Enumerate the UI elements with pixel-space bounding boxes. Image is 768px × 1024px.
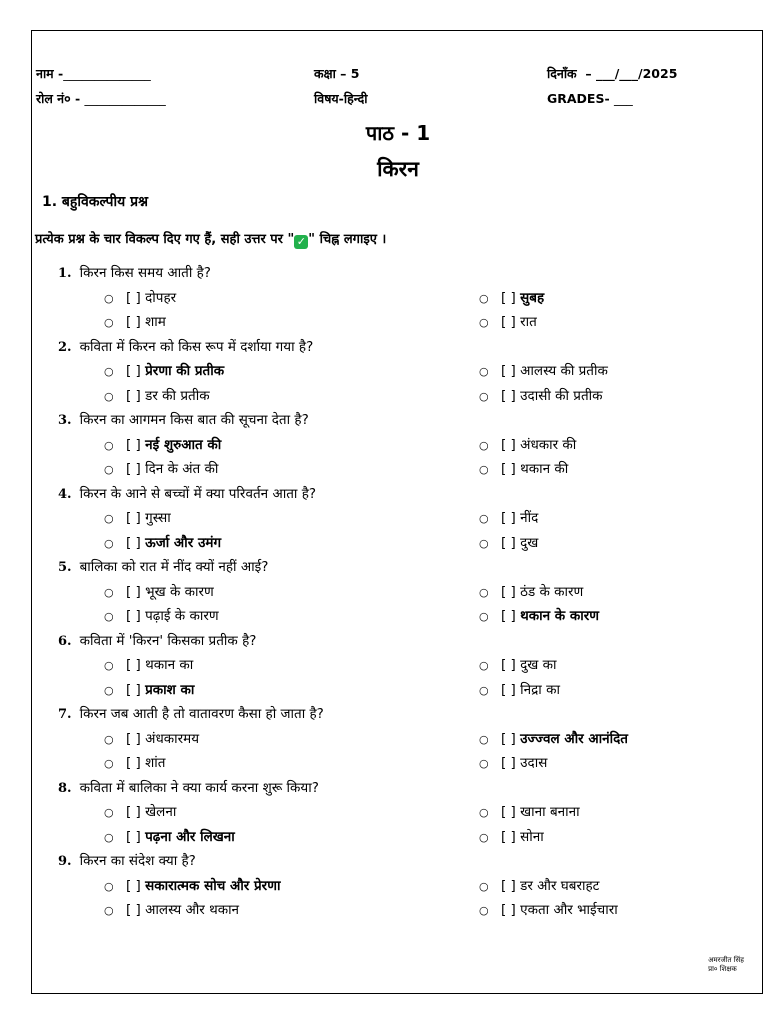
option-text: आलस्य की प्रतीक (520, 363, 608, 379)
grades-line: ___ (614, 91, 633, 106)
bullet-icon: ○ (104, 806, 114, 819)
option-9-4[interactable] (479, 900, 618, 918)
question-number: 7. (58, 707, 72, 722)
bullet-icon: ○ (104, 879, 114, 893)
option-text: थकान के कारण (520, 608, 600, 624)
option-3-4[interactable] (479, 459, 568, 477)
answer-box[interactable]: [ ] (501, 583, 516, 600)
bullet-icon: ○ (479, 585, 489, 599)
option-text: ऊर्जा और उमंग (145, 534, 222, 551)
answer-box[interactable]: [ ] (126, 681, 141, 698)
answer-box[interactable]: [ ] (501, 387, 516, 404)
name-line: ______________ (63, 66, 151, 81)
section-title: 1. बहुविकल्पीय प्रश्न (42, 194, 148, 210)
question-number: 3. (58, 413, 72, 428)
question-text: कविता में 'किरन' किसका प्रतीक है? (79, 632, 257, 649)
subject-label: विषय-हिन्दी (314, 91, 368, 106)
question-number: 4. (58, 486, 72, 502)
answer-box[interactable]: [ ] (126, 289, 141, 306)
option-1-3[interactable] (104, 312, 166, 330)
name-field (36, 65, 151, 82)
option-text: दोपहर (145, 289, 177, 306)
bullet-icon: ○ (479, 830, 489, 844)
option-8-4[interactable] (479, 827, 544, 845)
signature-name: अमरजीत सिंह (708, 956, 744, 964)
option-text: दुख का (520, 657, 557, 673)
bullet-icon: ○ (479, 610, 489, 623)
bullet-icon: ○ (104, 757, 114, 770)
question-text: कविता में बालिका ने क्या कार्य करना शुरू किया? (79, 779, 319, 796)
answer-box[interactable]: [ ] (126, 363, 141, 379)
option-8-2[interactable] (479, 802, 580, 820)
answer-box[interactable]: [ ] (501, 534, 516, 551)
option-4-2[interactable] (479, 508, 538, 526)
option-text: प्रकाश का (145, 681, 195, 698)
question-1 (58, 263, 211, 281)
bullet-icon: ○ (479, 389, 489, 403)
answer-box[interactable]: [ ] (126, 608, 141, 624)
answer-box[interactable]: [ ] (126, 657, 141, 673)
answer-box[interactable]: [ ] (126, 804, 141, 820)
question-text: किरन के आने से बच्चों में क्या परिवर्तन आता है? (79, 485, 317, 502)
bullet-icon: ○ (479, 438, 489, 452)
instruction-after: " चिह्न लगाइए । (308, 232, 387, 247)
option-1-2[interactable] (479, 288, 544, 306)
option-text: थकान की (520, 461, 569, 477)
option-6-2[interactable] (479, 655, 557, 673)
option-6-1[interactable] (104, 655, 193, 673)
bullet-icon: ○ (104, 512, 114, 525)
option-text: उज्ज्वल और आनंदित (520, 730, 629, 747)
answer-box[interactable]: [ ] (126, 436, 141, 453)
answer-box[interactable]: [ ] (501, 828, 516, 845)
option-9-3[interactable] (104, 900, 239, 918)
lesson-title: पाठ - 1 (365, 121, 431, 145)
answer-box[interactable]: [ ] (501, 877, 516, 894)
worksheet-page (31, 30, 763, 994)
bullet-icon: ○ (479, 463, 489, 476)
option-5-4[interactable] (479, 606, 599, 624)
question-5 (58, 557, 268, 575)
bullet-icon: ○ (104, 610, 114, 623)
bullet-icon: ○ (479, 904, 489, 917)
bullet-icon: ○ (104, 904, 114, 917)
answer-box[interactable]: [ ] (126, 828, 141, 845)
option-text: रात (520, 314, 537, 330)
answer-box[interactable]: [ ] (501, 608, 516, 624)
roll-field (36, 90, 166, 107)
option-text: उदास (520, 755, 548, 771)
option-text: भूख के कारण (145, 583, 214, 600)
option-text: डर की प्रतीक (145, 387, 210, 404)
option-5-3[interactable] (104, 606, 219, 624)
question-text: किरन किस समय आती है? (79, 265, 211, 281)
option-text: गुस्सा (145, 510, 171, 526)
answer-box[interactable]: [ ] (501, 657, 516, 673)
date-value: – ___/___/2025 (585, 66, 678, 81)
answer-box[interactable]: [ ] (126, 387, 141, 404)
answer-box[interactable]: [ ] (501, 363, 516, 379)
answer-box[interactable]: [ ] (126, 902, 141, 918)
option-6-3[interactable] (104, 680, 194, 698)
answer-box[interactable]: [ ] (126, 314, 141, 330)
question-2 (58, 337, 313, 355)
answer-box[interactable]: [ ] (501, 289, 516, 306)
option-4-1[interactable] (104, 508, 171, 526)
option-5-2[interactable] (479, 582, 583, 600)
bullet-icon: ○ (479, 806, 489, 819)
option-text: नींद (520, 510, 539, 526)
option-7-2[interactable] (479, 729, 628, 747)
option-text: अंधकारमय (145, 730, 200, 747)
option-3-2[interactable] (479, 435, 576, 453)
bullet-icon: ○ (104, 389, 114, 403)
bullet-icon: ○ (479, 291, 489, 305)
option-text: आलस्य और थकान (145, 902, 240, 918)
answer-box[interactable]: [ ] (501, 902, 516, 918)
option-text: खेलना (145, 804, 177, 820)
question-text: कविता में किरन को किस रूप में दर्शाया गया है? (79, 338, 314, 355)
chapter-title: किरन (377, 157, 419, 181)
answer-box[interactable]: [ ] (126, 583, 141, 600)
option-text: नई शुरुआत की (145, 436, 222, 453)
date-field (547, 65, 677, 82)
question-6 (58, 631, 256, 649)
option-9-2[interactable] (479, 876, 599, 894)
answer-box[interactable]: [ ] (501, 510, 516, 526)
bullet-icon: ○ (479, 512, 489, 525)
option-8-1[interactable] (104, 802, 176, 820)
instruction-before: प्रत्येक प्रश्न के चार विकल्प दिए गए हैं, सही उत्तर पर " (35, 232, 295, 247)
option-7-4[interactable] (479, 753, 547, 771)
option-text: पढ़ना और लिखना (145, 828, 235, 845)
question-text: किरन जब आती है तो वातावरण कैसा हो जाता है? (79, 706, 324, 722)
bullet-icon: ○ (479, 732, 489, 746)
option-7-3[interactable] (104, 753, 166, 771)
option-4-3[interactable] (104, 533, 221, 551)
option-text: प्रेरणा की प्रतीक (145, 363, 225, 379)
grades-field (547, 91, 633, 106)
bullet-icon: ○ (479, 757, 489, 770)
option-text: डर और घबराहट (520, 877, 600, 894)
question-number: 1. (58, 266, 72, 281)
question-number: 6. (58, 633, 72, 649)
grades-label: GRADES- (547, 91, 610, 106)
answer-box[interactable]: [ ] (501, 436, 516, 453)
bullet-icon: ○ (104, 291, 114, 305)
option-1-1[interactable] (104, 288, 176, 306)
option-9-1[interactable] (104, 876, 280, 894)
signature (708, 956, 744, 974)
bullet-icon: ○ (104, 683, 114, 697)
bullet-icon: ○ (104, 316, 114, 329)
answer-box[interactable]: [ ] (126, 877, 141, 894)
option-text: उदासी की प्रतीक (520, 387, 603, 404)
option-text: शांत (145, 755, 166, 771)
option-text: पढ़ाई के कारण (145, 608, 219, 624)
bullet-icon: ○ (479, 316, 489, 329)
bullet-icon: ○ (104, 536, 114, 550)
option-text: शाम (145, 314, 166, 330)
option-2-1[interactable] (104, 361, 224, 379)
date-label: दिनाँक (547, 66, 577, 81)
question-number: 2. (58, 339, 72, 355)
question-text: बालिका को रात में नींद क्यों नहीं आई? (79, 559, 269, 575)
instruction (35, 229, 386, 249)
answer-box[interactable]: [ ] (126, 755, 141, 771)
option-text: सुबह (520, 289, 545, 306)
option-4-4[interactable] (479, 533, 538, 551)
option-2-4[interactable] (479, 386, 603, 404)
answer-box[interactable]: [ ] (501, 730, 516, 747)
bullet-icon: ○ (104, 463, 114, 476)
class-label: कक्षा – 5 (314, 66, 360, 81)
answer-box[interactable]: [ ] (126, 534, 141, 551)
roll-label: रोल नं० - (36, 91, 81, 106)
name-label: नाम - (36, 66, 64, 81)
option-2-2[interactable] (479, 361, 608, 379)
option-8-3[interactable] (104, 827, 235, 845)
question-number: 8. (58, 780, 72, 796)
answer-box[interactable]: [ ] (501, 314, 516, 330)
answer-box[interactable]: [ ] (501, 681, 516, 698)
bullet-icon: ○ (479, 879, 489, 893)
option-text: खाना बनाना (520, 804, 580, 820)
roll-line: _____________ (84, 91, 166, 106)
question-9 (58, 851, 196, 869)
bullet-icon: ○ (104, 365, 114, 378)
option-text: निद्रा का (520, 681, 560, 698)
bullet-icon: ○ (479, 659, 489, 672)
question-number: 5. (58, 560, 72, 575)
option-text: अंधकार की (520, 436, 577, 453)
option-text: एकता और भाईचारा (520, 902, 618, 918)
option-5-1[interactable] (104, 582, 214, 600)
answer-box[interactable]: [ ] (126, 510, 141, 526)
option-7-1[interactable] (104, 729, 199, 747)
option-1-4[interactable] (479, 312, 537, 330)
question-8 (58, 778, 319, 796)
option-text: सोना (520, 828, 544, 845)
signature-role: प्रा० शिक्षक (708, 965, 737, 973)
bullet-icon: ○ (104, 585, 114, 599)
question-4 (58, 484, 316, 502)
question-number: 9. (58, 854, 72, 869)
question-7 (58, 704, 324, 722)
bullet-icon: ○ (104, 732, 114, 746)
bullet-icon: ○ (104, 830, 114, 844)
option-text: सकारात्मक सोच और प्रेरणा (145, 877, 281, 894)
answer-box[interactable]: [ ] (501, 461, 516, 477)
answer-box[interactable]: [ ] (126, 730, 141, 747)
option-6-4[interactable] (479, 680, 560, 698)
bullet-icon: ○ (104, 438, 114, 452)
bullet-icon: ○ (479, 365, 489, 378)
answer-box[interactable]: [ ] (501, 755, 516, 771)
green-check-icon: ✓ (294, 235, 308, 249)
question-text: किरन का आगमन किस बात की सूचना देता है? (79, 412, 309, 428)
option-3-3[interactable] (104, 459, 218, 477)
answer-box[interactable]: [ ] (501, 804, 516, 820)
option-text: थकान का (145, 657, 194, 673)
bullet-icon: ○ (479, 683, 489, 697)
bullet-icon: ○ (479, 536, 489, 550)
option-3-1[interactable] (104, 435, 221, 453)
question-text: किरन का संदेश क्या है? (79, 853, 196, 869)
option-text: ठंड के कारण (520, 583, 584, 600)
question-3 (58, 410, 309, 428)
option-2-3[interactable] (104, 386, 210, 404)
option-text: दिन के अंत की (145, 461, 219, 477)
answer-box[interactable]: [ ] (126, 461, 141, 477)
bullet-icon: ○ (104, 659, 114, 672)
option-text: दुख (520, 534, 539, 551)
